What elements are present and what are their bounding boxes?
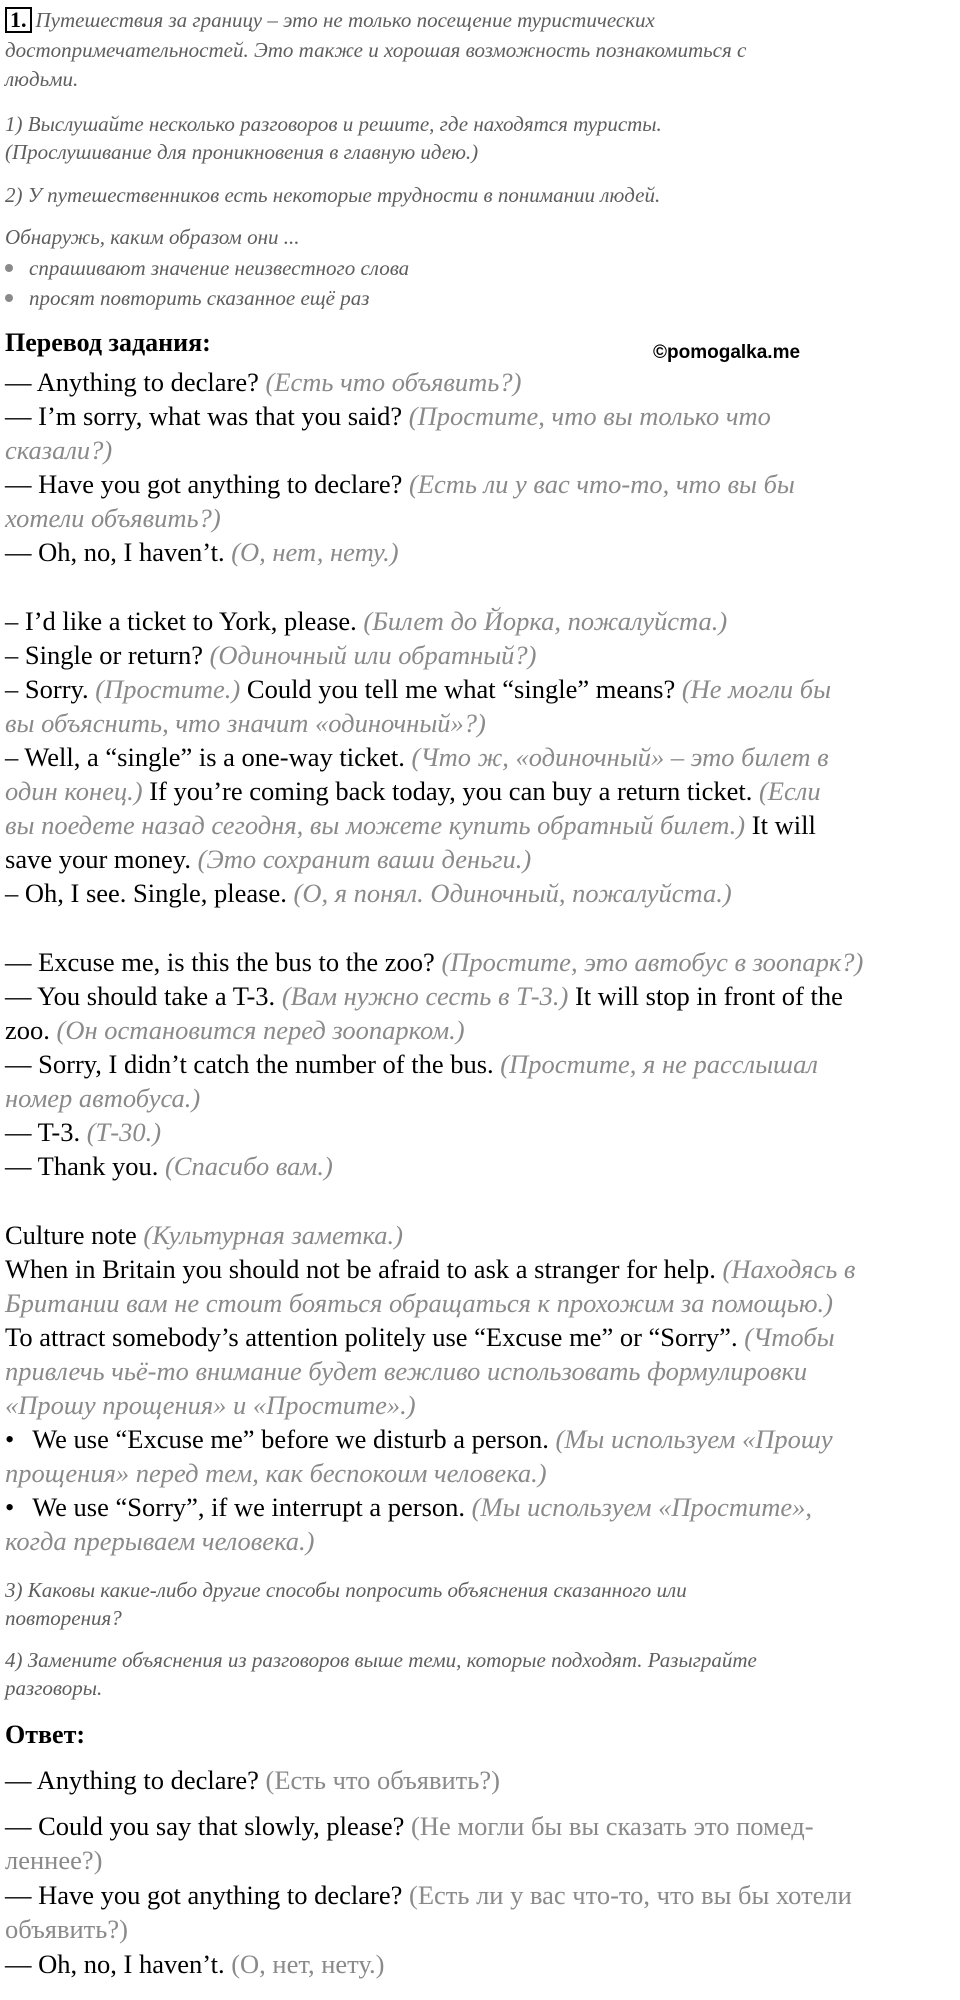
answer-line-5: объявить?) (5, 1914, 128, 1944)
culture-bullet-2: • We use “Sorry”, if we interrupt a person. (Мы используем «Простите», (5, 1492, 812, 1522)
bullet-dot-icon (5, 264, 13, 272)
dialogue-1-line-2: — I’m sorry, what was that you said? (Простите, что вы только что (5, 401, 771, 431)
dialogue-2-line-9: – Oh, I see. Single, please. (О, я понял. Одиночный, пожалуйста.) (5, 878, 732, 908)
dialogue-3-line-7: — Thank you. (Спасибо вам.) (5, 1151, 333, 1181)
dialogue-2-line-7: вы поедете назад сегодня, вы можете купить обратный билет.) It will (5, 810, 816, 840)
answer-line-6: — Oh, no, I haven’t. (О, нет, нету.) (5, 1949, 385, 1979)
culture-line-3: To attract somebody’s attention politely use “Excuse me” or “Sorry”. (Чтобы (5, 1322, 835, 1352)
task-intro-line-2: достопримечательностей. Это также и хорошая возможность познакомиться с (5, 38, 747, 62)
task-bullet-1: спрашивают значение неизвестного слова (5, 256, 409, 281)
dialogue-2-line-4: вы объяснить, что значит «одиночный»?) (5, 708, 486, 738)
culture-line-5: «Прошу прощения» и «Простите».) (5, 1390, 416, 1420)
task-bullet-2: просят повторить сказанное ещё раз (5, 286, 369, 311)
dialogue-2-line-6: один конец.) If you’re coming back today, you can buy a return ticket. (Если (5, 776, 821, 806)
task-q4-line-2: разговоры. (5, 1676, 103, 1700)
dialogue-3-line-1: — Excuse me, is this the bus to the zoo? (Простите, это автобус в зоопарк?) (5, 947, 864, 977)
task-q4-line-1: 4) Замените объяснения из разговоров выше теми, которые подходят. Разыграйте (5, 1648, 757, 1672)
dialogue-3-line-6: — T-3. (Т-30.) (5, 1117, 162, 1147)
bullet-dot-icon (5, 294, 13, 302)
culture-note-title: Culture note (Культурная заметка.) (5, 1220, 403, 1250)
dialogue-3-line-2: — You should take a T-3. (Вам нужно сесть в Т-3.) It will stop in front of the (5, 981, 843, 1011)
answer-line-1: — Anything to declare? (Есть что объявить?) (5, 1765, 500, 1795)
culture-line-2: Британии вам не стоит бояться обращаться к прохожим за помощью.) (5, 1288, 833, 1318)
dialogue-1-line-6: — Oh, no, I haven’t. (О, нет, нету.) (5, 537, 399, 567)
task-intro-line-1 (5, 7, 655, 33)
culture-bullet-1-cont: прощения» перед тем, как беспокоим человека.) (5, 1458, 547, 1488)
task-number: 1. (5, 7, 32, 33)
dialogue-1-line-3: сказали?) (5, 435, 113, 465)
task-intro-line-3: людьми. (5, 67, 79, 91)
dialogue-1-line-4: — Have you got anything to declare? (Есть ли у вас что-то, что вы бы (5, 469, 795, 499)
dialogue-3-line-4: — Sorry, I didn’t catch the number of the bus. (Простите, я не расслышал (5, 1049, 818, 1079)
dialogue-2-line-5: – Well, a “single” is a one-way ticket. (Что ж, «одиночный» – это билет в (5, 742, 829, 772)
answer-line-4: — Have you got anything to declare? (Есть ли у вас что-то, что вы бы хотели (5, 1880, 852, 1910)
dialogue-1-line-5: хотели объявить?) (5, 503, 221, 533)
bullet-icon: • (5, 1492, 15, 1522)
culture-line-4: привлечь чьё-то внимание будет вежливо использовать формулировки (5, 1356, 808, 1386)
watermark: ©pomogalka.me (653, 342, 801, 363)
dialogue-2-line-2: – Single or return? (Одиночный или обратный?) (5, 640, 537, 670)
culture-line-1: When in Britain you should not be afraid to ask a stranger for help. (Находясь в (5, 1254, 856, 1284)
answer-heading: Ответ: (5, 1720, 86, 1749)
task-q2: 2) У путешественников есть некоторые трудности в понимании людей. (5, 183, 661, 207)
dialogue-2-line-1: – I’d like a ticket to York, please. (Билет до Йорка, пожалуйста.) (5, 606, 728, 636)
dialogue-1-line-1: — Anything to declare? (Есть что объявить?) (5, 367, 522, 397)
dialogue-2-line-8: save your money. (Это сохранит ваши деньги.) (5, 844, 532, 874)
task-q3-line-2: повторения? (5, 1606, 122, 1630)
dialogue-3-line-3: zoo. (Он остановится перед зоопарком.) (5, 1015, 465, 1045)
translation-heading: Перевод задания: (5, 328, 211, 357)
culture-bullet-1: • We use “Excuse me” before we disturb a person. (Мы используем «Прошу (5, 1424, 833, 1454)
task-q1-line-2: (Прослушивание для проникновения в главную идею.) (5, 140, 479, 164)
task-intro-text: Путешествия за границу – это не только посещение туристических (35, 8, 655, 32)
answer-line-3: леннее?) (5, 1845, 103, 1875)
task-q1-line-1: 1) Выслушайте несколько разговоров и решите, где находятся туристы. (5, 112, 662, 136)
culture-bullet-2-cont: когда прерываем человека.) (5, 1526, 315, 1556)
task-find: Обнаружь, каким образом они ... (5, 225, 300, 249)
bullet-icon: • (5, 1424, 15, 1454)
dialogue-2-line-3: – Sorry. (Простите.) Could you tell me what “single” means? (Не могли бы (5, 674, 832, 704)
dialogue-3-line-5: номер автобуса.) (5, 1083, 201, 1113)
task-q3-line-1: 3) Каковы какие-либо другие способы попросить объяснения сказанного или (5, 1578, 687, 1602)
answer-line-2: — Could you say that slowly, please? (Не могли бы вы сказать это помед- (5, 1811, 814, 1841)
